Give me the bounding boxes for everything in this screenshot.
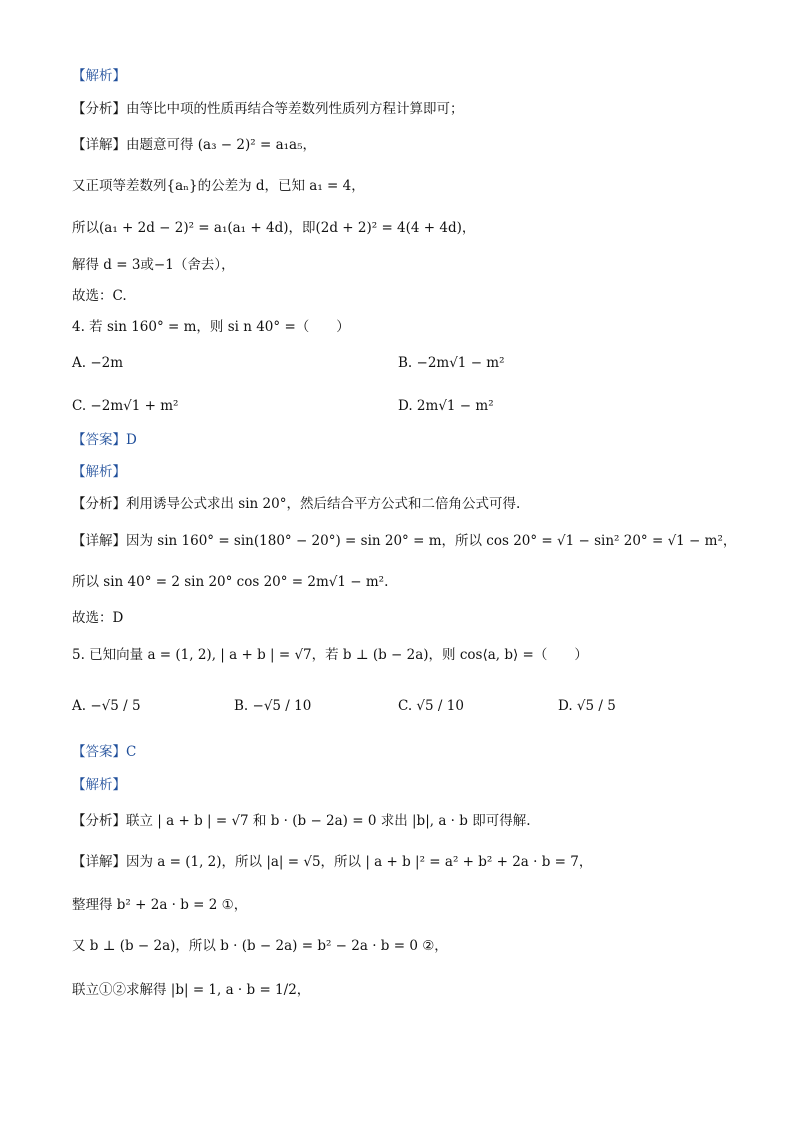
q4-answer: 【答案】D (72, 432, 137, 448)
q5-detail-1: 【详解】因为 a = (1, 2)，所以 |a| = √5，所以 | a + b |² = a² + b² + 2a · b = 7， (72, 854, 593, 870)
q5-detail-4: 联立①②求解得 |b| = 1, a · b = 1/2， (72, 982, 311, 998)
question-5-stem: 5. 已知向量 a = (1, 2), | a + b | = √7，若 b ⊥ (b − 2a)，则 cos⟨a, b⟩ =（ ） (72, 647, 588, 663)
q4-analysis-header: 【解析】 (72, 464, 126, 480)
q5-analysis-header: 【解析】 (72, 777, 126, 793)
q5-option-b: B. −√5 / 10 (234, 698, 312, 714)
q5-analysis-summary: 【分析】联立 | a + b | = √7 和 b · (b − 2a) = 0 求出 |b|, a · b 即可得解. (72, 813, 531, 829)
analysis-summary: 【分析】由等比中项的性质再结合等差数列性质列方程计算即可； (72, 101, 464, 117)
q5-option-a: A. −√5 / 5 (72, 698, 141, 714)
q5-answer: 【答案】C (72, 744, 137, 760)
q4-option-d: D. 2m√1 − m² (398, 398, 494, 414)
question-4-stem: 4. 若 sin 160° = m，则 si n 40° =（ ） (72, 319, 350, 335)
detail-line-3: 所以(a₁ + 2d − 2)² = a₁(a₁ + 4d)，即(2d + 2)² = 4(4 + 4d)， (72, 220, 476, 236)
q4-option-c: C. −2m√1 + m² (72, 398, 179, 414)
q5-option-c: C. √5 / 10 (398, 698, 464, 714)
q4-detail-2: 所以 sin 40° = 2 sin 20° cos 20° = 2m√1 − m². (72, 574, 389, 590)
analysis-header: 【解析】 (72, 68, 126, 84)
answer-choice-line: 故选：C. (72, 288, 127, 304)
q4-option-a: A. −2m (72, 355, 124, 371)
q4-option-b: B. −2m√1 − m² (398, 355, 505, 371)
detail-line-4: 解得 d = 3或−1（舍去）， (72, 257, 235, 273)
q4-choice: 故选：D (72, 610, 124, 626)
detail-line-1: 【详解】由题意可得 (a₃ − 2)² = a₁a₅， (72, 137, 316, 153)
q4-analysis-summary: 【分析】利用诱导公式求出 sin 20°，然后结合平方公式和二倍角公式可得. (72, 496, 521, 512)
q4-detail-1: 【详解】因为 sin 160° = sin(180° − 20°) = sin 20° = m，所以 cos 20° = √1 − sin² 20° = √1 − m²， (72, 533, 737, 549)
detail-line-2: 又正项等差数列{aₙ}的公差为 d，已知 a₁ = 4， (72, 178, 365, 194)
q5-detail-3: 又 b ⊥ (b − 2a)，所以 b · (b − 2a) = b² − 2a · b = 0 ②， (72, 938, 448, 954)
q5-detail-2: 整理得 b² + 2a · b = 2 ①， (72, 897, 248, 913)
q5-option-d: D. √5 / 5 (558, 698, 616, 714)
